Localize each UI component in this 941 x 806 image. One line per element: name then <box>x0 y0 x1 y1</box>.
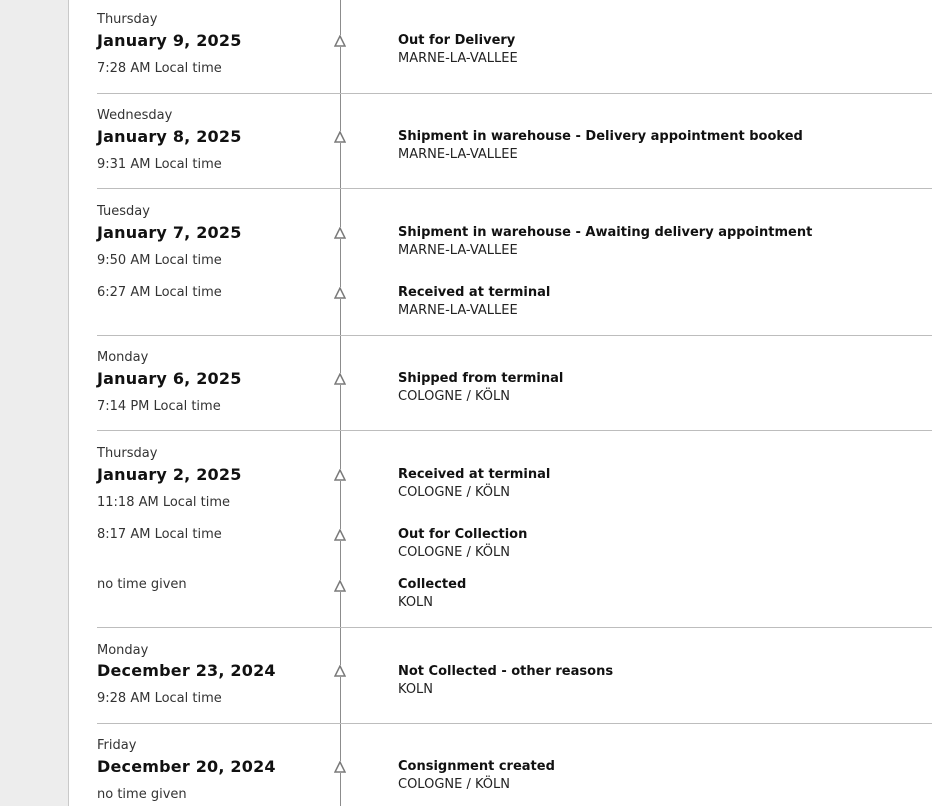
tracking-event <box>97 33 932 76</box>
event-status: Out for Collection <box>398 527 528 542</box>
tracking-event <box>97 664 932 704</box>
day-weekday: Monday <box>97 643 149 658</box>
event-location: KOLN <box>398 682 434 697</box>
triangle-marker-icon <box>334 35 346 47</box>
event-time: no time given <box>97 787 187 802</box>
event-time: 11:18 AM Local time <box>97 495 231 510</box>
left-gutter <box>0 0 69 806</box>
day-date: December 20, 2024 <box>97 757 276 776</box>
event-time: 8:17 AM Local time <box>97 527 222 542</box>
event-status: Out for Delivery <box>398 33 516 48</box>
day-group <box>97 189 932 336</box>
day-weekday: Thursday <box>97 446 158 461</box>
event-location: COLOGNE / KÖLN <box>398 777 510 792</box>
day-date: January 8, 2025 <box>97 127 242 146</box>
day-group <box>97 724 932 806</box>
event-status: Consignment created <box>398 759 555 774</box>
triangle-marker-icon <box>334 373 346 385</box>
day-date: January 9, 2025 <box>97 31 242 50</box>
triangle-marker-icon <box>334 227 346 239</box>
event-status: Collected <box>398 577 467 592</box>
event-time: 9:50 AM Local time <box>97 253 222 268</box>
tracking-event <box>97 371 932 414</box>
event-status: Shipment in warehouse - Delivery appointment booked <box>398 129 803 144</box>
tracking-event <box>97 759 932 802</box>
event-time: no time given <box>97 577 187 592</box>
triangle-marker-icon <box>334 665 346 677</box>
day-date: January 2, 2025 <box>97 465 242 484</box>
day-group <box>97 94 932 189</box>
tracking-event <box>97 527 932 567</box>
tracking-event <box>97 577 932 617</box>
event-time: 7:28 AM Local time <box>97 61 222 76</box>
triangle-marker-icon <box>334 580 346 592</box>
event-location: MARNE-LA-VALLEE <box>398 147 518 162</box>
day-weekday: Tuesday <box>97 204 150 219</box>
triangle-marker-icon <box>334 761 346 773</box>
event-location: COLOGNE / KÖLN <box>398 545 510 560</box>
tracking-event <box>97 225 932 268</box>
event-time: 6:27 AM Local time <box>97 285 222 300</box>
event-status: Shipped from terminal <box>398 371 564 386</box>
triangle-marker-icon <box>334 131 346 143</box>
day-weekday: Monday <box>97 350 149 365</box>
day-group <box>97 0 932 94</box>
event-location: MARNE-LA-VALLEE <box>398 303 518 318</box>
day-date: January 7, 2025 <box>97 223 242 242</box>
event-location: COLOGNE / KÖLN <box>398 485 510 500</box>
event-status: Received at terminal <box>398 285 551 300</box>
triangle-marker-icon <box>334 529 346 541</box>
day-weekday: Thursday <box>97 12 158 27</box>
event-location: MARNE-LA-VALLEE <box>398 51 518 66</box>
event-location: KOLN <box>398 595 434 610</box>
day-date: December 23, 2024 <box>97 661 276 680</box>
event-time: 9:28 AM Local time <box>97 691 222 706</box>
day-date: January 6, 2025 <box>97 369 242 388</box>
event-time: 7:14 PM Local time <box>97 399 221 414</box>
event-location: MARNE-LA-VALLEE <box>398 243 518 258</box>
tracking-event <box>97 285 932 325</box>
event-time: 9:31 AM Local time <box>97 157 222 172</box>
day-group <box>97 628 932 724</box>
tracking-event <box>97 467 932 510</box>
day-weekday: Wednesday <box>97 108 173 123</box>
triangle-marker-icon <box>334 469 346 481</box>
triangle-marker-icon <box>334 287 346 299</box>
event-status: Shipment in warehouse - Awaiting delivery appointment <box>398 225 813 240</box>
day-group <box>97 431 932 628</box>
tracking-event <box>97 129 932 172</box>
day-group <box>97 336 932 431</box>
day-weekday: Friday <box>97 738 137 753</box>
event-location: COLOGNE / KÖLN <box>398 389 510 404</box>
event-status: Received at terminal <box>398 467 551 482</box>
event-status: Not Collected - other reasons <box>398 664 614 679</box>
